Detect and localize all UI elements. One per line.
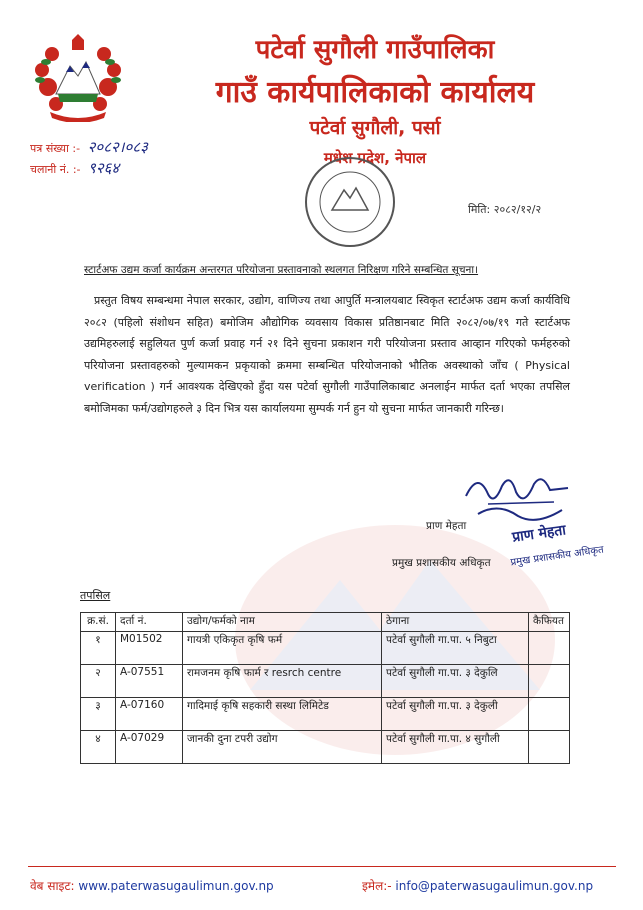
office-address: पटेर्वा सुगौली, पर्सा	[309, 117, 441, 139]
cell-remarks	[529, 698, 570, 731]
table-row	[81, 632, 570, 665]
letter-number	[30, 137, 148, 157]
cell-address: पटेर्वा सुगौली गा.पा. ५ निबुटा	[382, 632, 529, 665]
cell-sn: १	[81, 632, 116, 665]
cell-sn: ४	[81, 731, 116, 764]
cell-remarks	[529, 632, 570, 665]
table-row	[81, 731, 570, 764]
dispatch-number-value: ९२६४	[88, 159, 120, 177]
email-link[interactable]: info@paterwasugaulimun.gov.np	[395, 879, 594, 893]
cell-sn: २	[81, 665, 116, 698]
table-row	[81, 698, 570, 731]
office-round-stamp	[300, 152, 400, 252]
dispatch-number	[30, 158, 119, 178]
col-remarks: कैफियत	[529, 613, 570, 632]
municipality-name: पटेर्वा सुगौली गाउँपालिका	[255, 35, 495, 65]
website-link[interactable]: www.paterwasugaulimun.gov.np	[78, 879, 274, 893]
signatory-post: प्रमुख प्रशासकीय अधिकृत	[392, 557, 491, 569]
dispatch-number-label: चलानी नं. :-	[30, 163, 81, 176]
cell-firm-name: गादिमाई कृषि सहकारी सस्था लिमिटेड	[183, 698, 382, 731]
signatory-name: प्राण मेहता	[426, 520, 467, 532]
cell-reg-no: A-07160	[116, 698, 183, 731]
nepal-emblem-logo	[28, 32, 128, 122]
issue-date: मिति: २०८२/१२/२	[468, 203, 542, 216]
cell-address: पटेर्वा सुगौली गा.पा. ४ सुगौली	[382, 731, 529, 764]
letter-number-label: पत्र संख्या :-	[30, 142, 81, 155]
table-header-row	[81, 613, 570, 632]
cell-address: पटेर्वा सुगौली गा.पा. ३ देकुली	[382, 698, 529, 731]
cell-remarks	[529, 665, 570, 698]
notice-body: प्रस्तुत विषय सम्बन्धमा नेपाल सरकार, उद्योग, वाणिज्य तथा आपुर्ति मन्त्रालयबाट स्विकृत स्टार्टअफ उद्यम कर्जा कार्यविधि २०८२ (पहिलो संशोधन सहित) बमोजिम औद्योगिक व्यवसाय विकास प्रतिष्ठानबाट मिति २०८२/०७/१९ गते स्टार्टअफ उद्यमिहरुलाई सहुलियत पुर्ण कर्जा प्रवाह गर्न २१ दिने सुचना प्रकाशन गरी परियोजना प्रस्ताव आव्हान गरिएको फर्महरुको परियोजना प्रस्तावहरुको मुल्यामकन प्रकृयाको क्रममा सम्बन्धित परियोजनाको भौतिक अवस्थाको जाँच ( Physical verification ) गर्न आवश्यक देखिएको हुँदा यस पटेर्वा सुगौली गाउँपालिकाबाट अनलाईन मार्फत दर्ता भएका तपसिल बमोजिमका फर्म/उद्योगहरुले ३ दिन भित्र यस कार्यालयमा सुम्पर्क गर्न हुन यो सुचना मार्फत जानकारी गरिन्छ।	[84, 294, 570, 415]
notice-subject: स्टार्टअफ उद्यम कर्जा कार्यक्रम अन्तरगत परियोजना प्रस्तावनाको स्थलगत निरिक्षण गरिने सम्बन्धित सूचना।	[84, 264, 479, 276]
cell-firm-name: गायत्री एकिकृत कृषि फर्म	[183, 632, 382, 665]
cell-reg-no: M01502	[116, 632, 183, 665]
col-address: ठेगाना	[382, 613, 529, 632]
footer-divider	[28, 866, 616, 867]
signatory-stamp-post: प्रमुख प्रशासकीय अधिकृत	[509, 544, 605, 569]
cell-firm-name: जानकी दुना टपरी उद्योग	[183, 731, 382, 764]
col-firm-name: उद्योग/फर्मको नाम	[183, 613, 382, 632]
cell-remarks	[529, 731, 570, 764]
footer-website	[30, 877, 274, 894]
col-reg-no: दर्ता नं.	[116, 613, 183, 632]
footer-email	[362, 877, 593, 894]
letter-number-value: २०८२।०८३	[87, 138, 148, 156]
website-label: वेब साइट:	[30, 879, 75, 893]
office-name: गाउँ कार्यपालिकाको कार्यालय	[215, 75, 535, 110]
cell-reg-no: A-07551	[116, 665, 183, 698]
table-row	[81, 665, 570, 698]
province-country: मधेश प्रदेश, नेपाल	[323, 149, 427, 167]
schedule-title: तपसिल	[80, 589, 111, 602]
applicant-table	[80, 612, 570, 764]
cell-reg-no: A-07029	[116, 731, 183, 764]
email-label: इमेल:-	[362, 879, 392, 893]
cell-sn: ३	[81, 698, 116, 731]
col-sn: क्र.सं.	[81, 613, 116, 632]
signatory-stamp-name: प्राण मेहता	[511, 522, 567, 546]
cell-address: पटेर्वा सुगौली गा.पा. ३ देकुलि	[382, 665, 529, 698]
cell-firm-name: रामजनम कृषि फार्म र resrch centre	[183, 665, 382, 698]
